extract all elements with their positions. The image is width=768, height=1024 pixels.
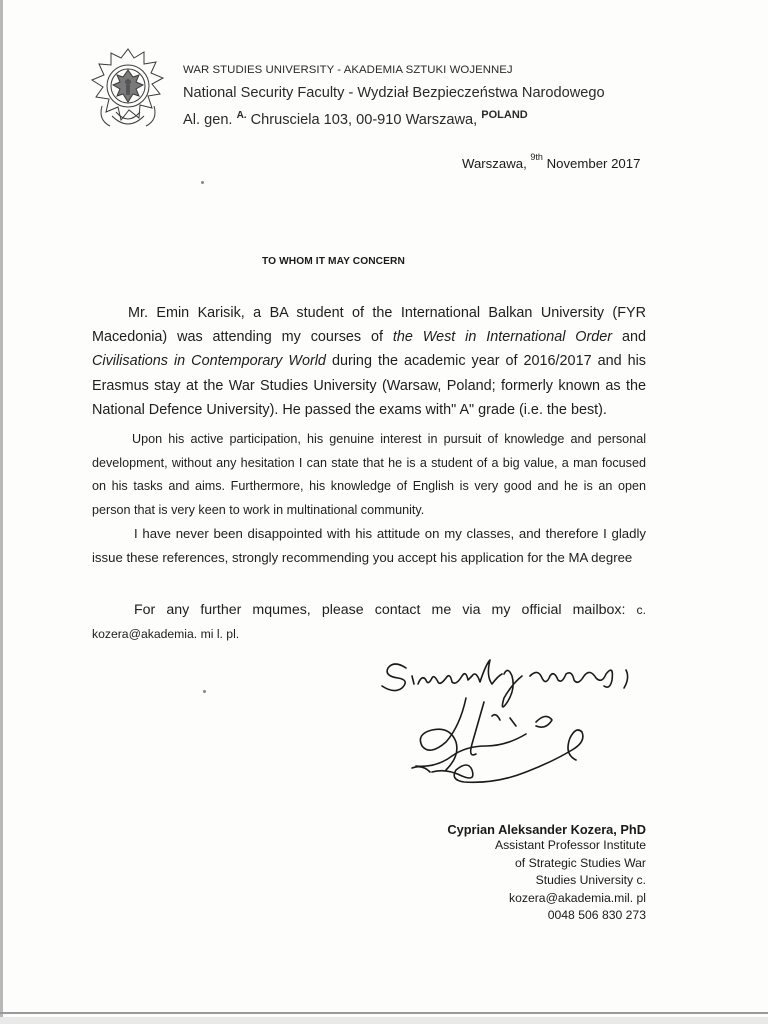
paragraph-1-b: and bbox=[612, 329, 646, 346]
signatory-detail-line: Assistant Professor Institute bbox=[494, 838, 646, 852]
signatory-details bbox=[495, 837, 646, 925]
signatory-phone: 0048 506 830 273 bbox=[547, 908, 646, 923]
page-bottom-shadow bbox=[0, 1017, 768, 1024]
signatory-email: kozera@akademia.mil. pl bbox=[508, 890, 646, 905]
paragraph-1-c: during the academic year of 2016/2017 and his Erasmus stay at the War Studies University (Warsaw, Poland; formerly known as the National Defence University). He passed the exams with" A" grade (i.e. the best). bbox=[92, 353, 646, 418]
course-name-1: the West in International Order bbox=[392, 329, 613, 346]
scan-speck bbox=[201, 181, 204, 184]
page-left-edge bbox=[0, 0, 3, 1024]
address-line bbox=[183, 109, 528, 128]
contact-email: c. kozera@akademia. mi l. pl. bbox=[92, 603, 646, 641]
address-prefix: Al. gen. bbox=[183, 112, 233, 128]
date-day: 9th bbox=[530, 152, 543, 162]
handwritten-signature bbox=[376, 646, 654, 806]
paragraph-3: I have never been disappointed with his attitude on my classes, and therefore I gladly issue these references, strongly recommending you accept his application for the MA degree bbox=[92, 526, 646, 565]
address-rest: Chrusciela 103, 00-910 Warszawa, bbox=[250, 112, 478, 128]
paragraph-1 bbox=[92, 301, 646, 422]
address-country: POLAND bbox=[481, 109, 528, 121]
scan-speck bbox=[203, 690, 206, 693]
university-crest-logo bbox=[88, 46, 168, 132]
letter-subject: TO WHOM IT MAY CONCERN bbox=[262, 256, 405, 267]
paragraph-4 bbox=[92, 598, 646, 646]
page-bottom-edge bbox=[0, 1012, 768, 1014]
paragraph-2: Upon his active participation, his genuine interest in pursuit of knowledge and personal development, without any hesitation I can state that he is a student of a big value, a man focused on his tasks and aims. Furthermore, his knowledge of English is very good and he is an open person that is very keen to work in multinational community. bbox=[92, 432, 646, 517]
faculty-line: National Security Faculty - Wydział Bezpieczeństwa Narodowego bbox=[183, 85, 605, 101]
paragraph-1-a: Mr. Emin Karisik, a BA student of the International Balkan University (FYR Macedonia) was attending my courses of bbox=[92, 305, 646, 346]
date-city: Warszawa, bbox=[462, 156, 527, 171]
signatory-detail-line: Studies University c. bbox=[535, 873, 646, 888]
signatory-name: Cyprian Aleksander Kozera, PhD bbox=[447, 822, 646, 837]
letter-date bbox=[462, 152, 641, 171]
institution-line: WAR STUDIES UNIVERSITY - AKADEMIA SZTUKI WOJENNEJ bbox=[183, 64, 513, 76]
signatory-detail-line: of Strategic Studies War bbox=[515, 855, 646, 870]
address-initial: A. bbox=[236, 110, 247, 121]
paragraph-4-text: For any further mqumes, please contact me via my official mailbox: bbox=[134, 602, 626, 618]
date-month-year: November 2017 bbox=[546, 156, 641, 171]
course-name-2: Civilisations in Contemporary World bbox=[92, 353, 326, 370]
